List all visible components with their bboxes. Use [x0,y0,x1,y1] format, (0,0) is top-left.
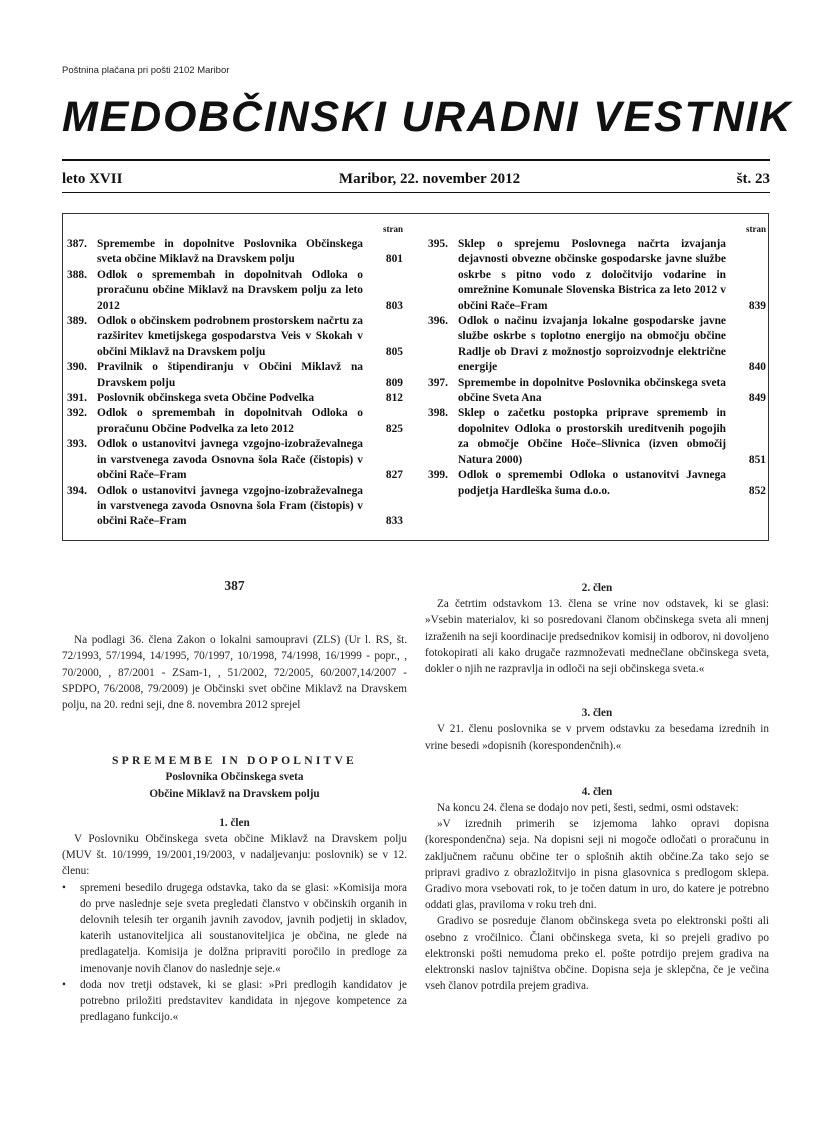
issue-place-date: Maribor, 22. november 2012 [338,171,521,187]
toc-entry-number: 391. [67,392,87,405]
article-2-heading: 2. člen [581,582,613,594]
toc-entry-number: 393. [67,438,87,451]
toc-entry-title: Poslovnik občinskega sveta Občine Podvelka [97,392,315,405]
toc-entry [67,314,403,360]
intro-paragraph: Na podlagi 36. člena Zakon o lokalni samoupravi (ZLS) (Ur l. RS, št. 72/1993, 57/1994, 14/1995, 70/1997, 10/1998, 74/1998, 16/1999 - popr., , 70/2000, , 87/2001 - ZSam-1, , 51/2002, 72/2005, 60/2007,14/2007 - SPDPO, 76/2008, 79/2009) je Občinski svet občine Miklavž na Dravskem polju, na 20. redni seji, dne 8. novembra 2012 sprejel [62,634,407,712]
toc-right-column [428,222,766,499]
toc-entry-page: 825 [385,422,403,435]
issue-line [62,171,770,188]
toc-entry-title: Sklep o začetku postopka priprave sprememb in dopolnitev Odloka o prostorskih ureditvenih pogojih za območje Občine Hoče–Slivnica (izven območij Natura 2000) [458,407,726,466]
toc-entry-number: 390. [67,361,87,374]
document-subtitle-1: Poslovnika Občinskega sveta [165,771,304,784]
toc-entry-page: 809 [385,376,403,389]
toc-entry-title: Sklep o sprejemu Poslovnega načrta izvajanja dejavnosti obvezne občinske gospodarske javne službe oskrbe s pitno vodo z določitvijo vodarine in omrežnine Komunale Slovenska Bistrica za leto 2012 v občini Rače–Fram [458,238,726,312]
bullet-item: • spremeni besedilo drugega odstavka, tako da se glasi: »Komisija mora do prve naslednje seje sveta pregledati članstvo v občinskih organih in delovnih telesih ter organih javnih zavodov, javnih podjetij in skladov, katerih ustanoviteljica ali soustanoviteljica je občina, ne glede na predlagatelja. Komisija je dolžna pripraviti poročilo in predloge za imenovanje novih članov do naslednje seje.« [62,880,407,977]
toc-entry-number: 392. [67,407,87,420]
masthead-title: MEDOBČINSKI URADNI VESTNIK [62,93,793,141]
article-1-heading: 1. člen [219,816,250,829]
doc-number: 387 [224,578,245,593]
toc-entry-number: 397. [428,376,448,389]
toc-entry-page: 849 [748,392,766,405]
toc-entry-page: 839 [748,299,766,312]
toc-entry-title: Spremembe in dopolnitve Poslovnika Občinskega sveta občine Miklavž na Dravskem polju [97,238,363,266]
toc-entry-page: 812 [385,392,403,405]
toc-entry-number: 398. [428,407,448,420]
toc-entry-number: 394. [67,484,87,497]
toc-entry-number: 388. [67,268,87,281]
document-subtitle-2: Občine Miklavž na Dravskem polju [149,787,320,800]
issue-number: št. 23 [736,171,770,187]
toc-entry [67,406,403,437]
left-column [62,578,407,1025]
article-3-heading: 3. člen [581,707,613,720]
toc-entry-page: 833 [385,515,403,528]
toc-entry-number: 395. [428,238,448,250]
toc-entry [67,360,403,391]
toc-entry-title: Odlok o ustanovitvi javnega vzgojno-izobraževalnega in varstvenega zavoda Osnovna šola Rače (čistopis) v občini Rače–Fram [97,438,363,482]
toc-page-label: stran [746,224,766,234]
article-4-paragraph-3: Gradivo se posreduje članom občinskega sveta po elektronski pošti ali osebno z vročilnico. Člani občinskega sveta, ki so prejeli gradivo po elektronski pošti nemudoma preko el. pošte potrdijo prejem gradiva na elektronski naslov tajništva občine. Dopisna seja je sklepčna, če je večina vseh članov potrdila prejem gradiva. [425,915,769,993]
toc-entry-title: Pravilnik o štipendiranju v Občini Miklavž na Dravskem polju [97,361,363,389]
toc-entry-title: Odlok o načinu izvajanja lokalne gospodarske javne službe oskrbe s toplotno energijo na območju občine Radlje ob Dravi z možnostjo soproizvodnje električne energije [458,315,726,374]
toc-entry-title: Odlok o spremembah in dopolnitvah Odloka o proračunu občine Miklavž na Dravskem polju za leto 2012 [97,268,363,312]
article-1-text: V Poslovniku Občinskega sveta občine Miklavž na Dravskem polju (MUV št. 10/1999, 19/2001,19/2003, v nadaljevanju: poslovnik) se v 12. členu: [62,833,407,878]
toc-entry-page: 840 [748,361,766,374]
toc-entry [67,484,403,530]
toc-entry-page: 852 [748,484,766,497]
table-of-contents [62,213,769,541]
toc-entry [428,237,766,314]
toc-entry-title: Odlok o ustanovitvi javnega vzgojno-izobraževalnega in varstvenega zavoda Osnovna šola Fram (čistopis) v občini Rače–Fram [97,484,363,528]
toc-left-column [67,222,403,530]
issue-year: leto XVII [62,171,123,187]
document-title: SPREMEMBE IN DOPOLNITVE [112,754,357,768]
toc-entry-page: 851 [748,453,766,466]
toc-entry [67,237,403,268]
toc-entry-number: 396. [428,315,448,328]
toc-entry [428,314,766,376]
article-2-text: Za četrtim odstavkom 13. člena se vrine nov odstavek, ki se glasi: »Vsebin materialov, ki so posredovani članom občinskega sveta ali mnenj izraženih na seji koordinacije predsednikov komisij in odborov, ni dovoljeno fotokopirati ali kako drugače razmnoževati mednečlane občinskega sveta, dokler o njih ne razpravlja in odloči na seji občinskega sveta.« [425,598,769,676]
toc-entry [67,437,403,483]
header-rule-top [62,159,770,161]
toc-entry-number: 387. [67,238,87,250]
toc-entry-page: 827 [385,469,403,482]
right-column [425,580,769,994]
postage-note: Poštnina plačana pri pošti 2102 Maribor [62,65,230,76]
bullet-item: • doda nov tretji odstavek, ki se glasi: »Pri predlogih kandidatov je potrebno priložiti predstavitev kandidata in njegove kompetence za predlagano funkcijo.« [62,977,407,1026]
toc-entry-title: Odlok o občinskem podrobnem prostorskem načrtu za razširitev kmetijskega gospodarstva Veis v Skokah v občini Miklavž na Dravskem polju [97,315,363,358]
toc-entry-page: 801 [385,253,403,266]
header-rule-bottom [62,192,770,193]
toc-entry [67,391,403,406]
toc-entry [428,406,766,468]
toc-entry-number: 399. [428,469,448,482]
toc-entry-title: Odlok o spremembah in dopolnitvah Odloka o proračunu Občine Podvelka za leto 2012 [97,407,363,435]
toc-entry-title: Spremembe in dopolnitve Poslovnika občinskega sveta občine Sveta Ana [458,376,726,405]
article-4-paragraph-1: Na koncu 24. člena se dodajo nov peti, šesti, sedmi, osmi odstavek: [437,802,739,815]
toc-page-label: stran [383,224,403,234]
article-1-bullets [62,880,407,1026]
toc-entry-title: Odlok o spremembi Odloka o ustanovitvi Javnega podjetja Hardleška šuma d.o.o. [458,469,726,497]
article-3-text: V 21. členu poslovnika se v prvem odstavku za besedama izrednih in vrine besedi »dopisnih (korespondenčnih).« [425,723,769,752]
toc-entry-page: 805 [385,345,403,358]
toc-entry-page: 803 [385,299,403,312]
toc-entry [428,376,766,407]
article-4-paragraph-2: »V izrednih primerih se izjemoma lahko opravi dopisna (korespondenčna) seja. Na dopisni seji ni mogoče odločati o proračunu in zaključnem računu občine ter o splošnih aktih občine.Za tako sejo se pripravi gradivo z obrazložitvijo in pisna glasovnica s predlogom sklepa. Gradivo mora vsebovati rok, to je točen datum in uro, do katere je potrebno oddati glas, praviloma v roku treh dni. [425,818,769,912]
toc-entry-number: 389. [67,315,87,328]
toc-entry [428,468,766,499]
article-4-heading: 4. člen [581,785,613,798]
toc-entry [67,268,403,314]
